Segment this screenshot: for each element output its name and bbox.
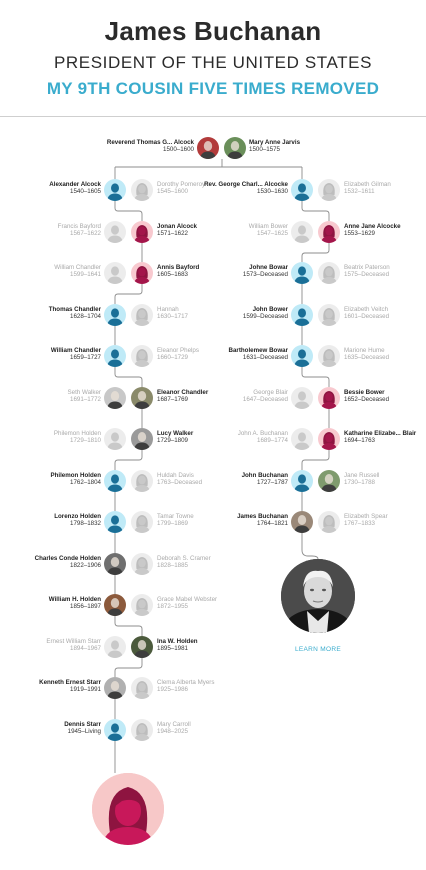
person-dates: 1647–Deceased (242, 396, 288, 404)
right-gen-7-spouse-label[interactable] (198, 430, 288, 445)
right-gen-9-main-label[interactable] (198, 513, 288, 528)
person-name: Lucy Walker (157, 430, 194, 437)
person-dates: 1822–1906 (70, 562, 101, 570)
person-dates: 1628–1704 (70, 313, 101, 321)
left-gen-1-main-label[interactable] (11, 181, 101, 196)
right-gen-3-main-avatar[interactable] (291, 262, 313, 284)
person-name: Ernest William Starr (46, 638, 101, 645)
person-name: Philemon Holden (50, 472, 101, 479)
left-gen-13-spouse-label[interactable] (157, 679, 247, 694)
left-gen-8-spouse-avatar[interactable] (131, 470, 153, 492)
person-dates: 1762–1804 (70, 479, 101, 487)
person-name: Charles Conde Holden (34, 555, 101, 562)
person-name: William H. Holden (48, 596, 101, 603)
person-dates: 1635–Deceased (344, 354, 390, 362)
right-gen-9-spouse-avatar[interactable] (318, 511, 340, 533)
person-name: John Buchanan (241, 472, 288, 479)
person-dates: 1798–1832 (70, 520, 101, 528)
person-name: Ina W. Holden (157, 638, 198, 645)
right-gen-6-spouse-label[interactable] (198, 389, 288, 404)
person-dates: 1948–2025 (157, 728, 188, 736)
person-name: Lorenzo Holden (54, 513, 101, 520)
left-gen-7-main-avatar[interactable] (131, 428, 153, 450)
person-dates: 1547–1625 (257, 230, 288, 238)
person-dates: 1567–1622 (70, 230, 101, 238)
person-dates: 1799–1869 (157, 520, 188, 528)
person-name: William Bower (248, 223, 288, 230)
left-gen-14-main-label[interactable] (11, 721, 101, 736)
person-dates: 1605–1683 (157, 271, 188, 279)
person-dates: 1727–1787 (257, 479, 288, 487)
page-title: James Buchanan (104, 16, 322, 46)
person-dates: 1828–1885 (157, 562, 188, 570)
person-name: John Bower (252, 306, 288, 313)
left-gen-10-spouse-avatar[interactable] (131, 553, 153, 575)
person-dates: 1764–1821 (257, 520, 288, 528)
left-gen-12-spouse-label[interactable] (11, 638, 101, 653)
left-gen-11-spouse-avatar[interactable] (131, 594, 153, 616)
person-name: John A. Buchanan (237, 430, 288, 437)
left-gen-2-spouse-label[interactable] (11, 223, 101, 238)
person-dates: 1553–1629 (344, 230, 375, 238)
person-name: Elizabeth Gilman (344, 181, 391, 188)
person-dates: 1872–1955 (157, 603, 188, 611)
person-dates: 1599–1641 (70, 271, 101, 279)
person-dates: 1530–1630 (257, 188, 288, 196)
person-dates: 1571–1622 (157, 230, 188, 238)
person-dates: 1919–1991 (70, 686, 101, 694)
person-name: Reverend Thomas G... Alcock (106, 139, 194, 146)
left-gen-8-main-label[interactable] (11, 472, 101, 487)
person-dates: 1894–1967 (70, 645, 101, 653)
person-name: Beatrix Paterson (344, 264, 390, 271)
person-dates: 1532–1611 (344, 188, 375, 196)
left-gen-6-spouse-avatar[interactable] (104, 387, 126, 409)
left-gen-1-spouse-avatar[interactable] (131, 179, 153, 201)
person-dates: 1687–1769 (157, 396, 188, 404)
right-gen-9-spouse-label[interactable] (344, 513, 426, 528)
person-dates: 1729–1810 (70, 437, 101, 445)
person-name: Bartholemew Bowar (228, 347, 288, 354)
person-dates: 1729–1809 (157, 437, 188, 445)
person-dates: 1694–1763 (344, 437, 375, 445)
right-gen-1-main-avatar[interactable] (291, 179, 313, 201)
person-dates: 1689–1774 (257, 437, 288, 445)
left-gen-11-spouse-label[interactable] (157, 596, 247, 611)
right-gen-8-main-avatar[interactable] (291, 470, 313, 492)
person-dates: 1631–Deceased (242, 354, 288, 362)
person-dates: 1500–1575 (249, 146, 280, 154)
top-wife-avatar[interactable] (224, 137, 246, 159)
person-name: Marione Hume (344, 347, 385, 354)
right-gen-8-spouse-avatar[interactable] (318, 470, 340, 492)
user-avatar-female[interactable] (92, 773, 164, 845)
left-gen-4-main-avatar[interactable] (104, 304, 126, 326)
person-dates: 1767–1833 (344, 520, 375, 528)
left-gen-2-main-avatar[interactable] (131, 221, 153, 243)
page-subtitle: PRESIDENT OF THE UNITED STATES (53, 53, 373, 72)
james-buchanan-portrait[interactable] (281, 559, 355, 633)
person-name: Elizabeth Spear (344, 513, 388, 520)
left-gen-11-main-label[interactable] (11, 596, 101, 611)
right-gen-9-main-avatar[interactable] (291, 511, 313, 533)
left-gen-6-spouse-label[interactable] (11, 389, 101, 404)
right-gen-7-spouse-avatar[interactable] (291, 428, 313, 450)
person-dates: 1599–Deceased (242, 313, 288, 321)
right-gen-5-spouse-avatar[interactable] (318, 345, 340, 367)
person-name: Anne Jane Alcocke (344, 223, 401, 230)
left-gen-1-main-avatar[interactable] (104, 179, 126, 201)
person-name: Jane Russell (344, 472, 380, 479)
person-dates: 1730–1788 (344, 479, 375, 487)
left-gen-9-spouse-avatar[interactable] (131, 511, 153, 533)
right-gen-3-spouse-avatar[interactable] (318, 262, 340, 284)
top-husband-label[interactable] (104, 139, 194, 154)
left-gen-14-spouse-label[interactable] (157, 721, 247, 736)
right-gen-2-main-label[interactable] (344, 223, 426, 238)
person-name: Francis Bayford (57, 223, 101, 230)
person-dates: 1856–1897 (70, 603, 101, 611)
left-gen-12-main-label[interactable] (157, 638, 247, 653)
left-gen-4-main-label[interactable] (11, 306, 101, 321)
right-gen-8-main-label[interactable] (198, 472, 288, 487)
right-gen-5-main-avatar[interactable] (291, 345, 313, 367)
person-dates: 1691–1772 (70, 396, 101, 404)
person-name: Hannah (157, 306, 179, 313)
person-name: Mary Carroll (157, 721, 191, 728)
person-dates: 1575–Deceased (344, 271, 390, 279)
left-gen-12-spouse-avatar[interactable] (104, 636, 126, 658)
person-name: Alexander Alcock (49, 181, 101, 188)
right-gen-2-spouse-avatar[interactable] (291, 221, 313, 243)
right-gen-6-spouse-avatar[interactable] (291, 387, 313, 409)
left-gen-8-main-avatar[interactable] (104, 470, 126, 492)
right-gen-5-main-label[interactable] (198, 347, 288, 362)
left-gen-9-main-avatar[interactable] (104, 511, 126, 533)
right-gen-5-spouse-label[interactable] (344, 347, 426, 362)
person-name: Thomas Chandler (48, 306, 101, 313)
person-name: William Chandler (54, 264, 101, 271)
right-gen-4-spouse-label[interactable] (344, 306, 426, 321)
left-gen-3-main-avatar[interactable] (131, 262, 153, 284)
left-gen-4-spouse-avatar[interactable] (131, 304, 153, 326)
right-gen-4-main-avatar[interactable] (291, 304, 313, 326)
right-gen-7-main-label[interactable] (344, 430, 426, 445)
learn-more-link[interactable]: LEARN MORE (295, 646, 341, 653)
left-gen-5-spouse-avatar[interactable] (131, 345, 153, 367)
left-gen-5-main-label[interactable] (11, 347, 101, 362)
person-dates: 1925–1986 (157, 686, 188, 694)
left-gen-13-main-label[interactable] (11, 679, 101, 694)
right-gen-1-spouse-avatar[interactable] (318, 179, 340, 201)
person-name: Eleanor Chandler (157, 389, 209, 396)
person-name: William Chandler (50, 347, 101, 354)
person-name: Clema Alberta Myers (157, 679, 215, 686)
person-name: Jonan Alcock (157, 223, 198, 230)
person-name: Dorothy Pomeroy (157, 181, 206, 188)
person-dates: 1630–1717 (157, 313, 188, 321)
person-name: Grace Mabel Webster (157, 596, 218, 603)
person-name: Katharine Elizabe... Blair (344, 430, 417, 437)
right-gen-7-main-avatar[interactable] (318, 428, 340, 450)
person-name: Tamar Towne (157, 513, 194, 520)
top-husband-avatar[interactable] (197, 137, 219, 159)
left-gen-10-spouse-label[interactable] (157, 555, 247, 570)
left-gen-10-main-avatar[interactable] (104, 553, 126, 575)
person-name: Annis Bayford (157, 264, 200, 271)
person-name: Philemon Holden (53, 430, 101, 437)
person-dates: 1763–Deceased (157, 479, 203, 487)
right-gen-6-main-avatar[interactable] (318, 387, 340, 409)
person-dates: 1601–Deceased (344, 313, 390, 321)
person-name: George Blair (253, 389, 288, 396)
person-dates: 1652–Deceased (344, 396, 390, 404)
left-gen-6-main-avatar[interactable] (131, 387, 153, 409)
left-gen-5-main-avatar[interactable] (104, 345, 126, 367)
left-gen-10-main-label[interactable] (11, 555, 101, 570)
person-dates: 1660–1729 (157, 354, 188, 362)
relationship-label: MY 9TH COUSIN FIVE TIMES REMOVED (46, 79, 380, 98)
person-dates: 1895–1981 (157, 645, 188, 653)
right-gen-4-spouse-avatar[interactable] (318, 304, 340, 326)
right-gen-8-spouse-label[interactable] (344, 472, 426, 487)
left-gen-14-main-avatar[interactable] (104, 719, 126, 741)
person-name: Rev. George Charl... Alcocke (204, 181, 288, 188)
person-name: Mary Anne Jarvis (249, 139, 301, 146)
right-gen-1-spouse-label[interactable] (344, 181, 426, 196)
left-gen-11-main-avatar[interactable] (104, 594, 126, 616)
person-name: Kenneth Ernest Starr (39, 679, 101, 686)
left-gen-13-spouse-avatar[interactable] (131, 677, 153, 699)
person-name: Eleanor Phelps (157, 347, 199, 354)
left-gen-3-spouse-label[interactable] (11, 264, 101, 279)
person-dates: 1659–1727 (70, 354, 101, 362)
right-gen-2-main-avatar[interactable] (318, 221, 340, 243)
person-name: Seth Walker (67, 389, 101, 396)
person-name: Deborah S. Cramer (157, 555, 211, 562)
top-wife-label[interactable] (249, 139, 339, 154)
person-dates: 1540–1605 (70, 188, 101, 196)
left-gen-14-spouse-avatar[interactable] (131, 719, 153, 741)
left-gen-3-spouse-avatar[interactable] (104, 262, 126, 284)
person-dates: 1500–1600 (163, 146, 194, 154)
person-dates: 1573–Deceased (242, 271, 288, 279)
right-gen-3-spouse-label[interactable] (344, 264, 426, 279)
left-gen-7-spouse-label[interactable] (11, 430, 101, 445)
person-dates: 1945–Living (67, 728, 101, 736)
person-name: Johne Bowar (249, 264, 288, 271)
left-gen-7-spouse-avatar[interactable] (104, 428, 126, 450)
person-name: Elizabeth Veitch (344, 306, 389, 313)
right-gen-6-main-label[interactable] (344, 389, 426, 404)
right-gen-1-main-label[interactable] (198, 181, 288, 196)
person-name: Dennis Starr (64, 721, 101, 728)
left-gen-2-spouse-avatar[interactable] (104, 221, 126, 243)
person-name: Huldah Davis (157, 472, 194, 479)
right-gen-4-main-label[interactable] (198, 306, 288, 321)
right-gen-3-main-label[interactable] (198, 264, 288, 279)
left-gen-9-main-label[interactable] (11, 513, 101, 528)
person-name: Bessie Bower (344, 389, 385, 396)
left-gen-12-main-avatar[interactable] (131, 636, 153, 658)
right-gen-2-spouse-label[interactable] (198, 223, 288, 238)
person-dates: 1545–1600 (157, 188, 188, 196)
left-gen-13-main-avatar[interactable] (104, 677, 126, 699)
person-name: James Buchanan (237, 513, 288, 520)
